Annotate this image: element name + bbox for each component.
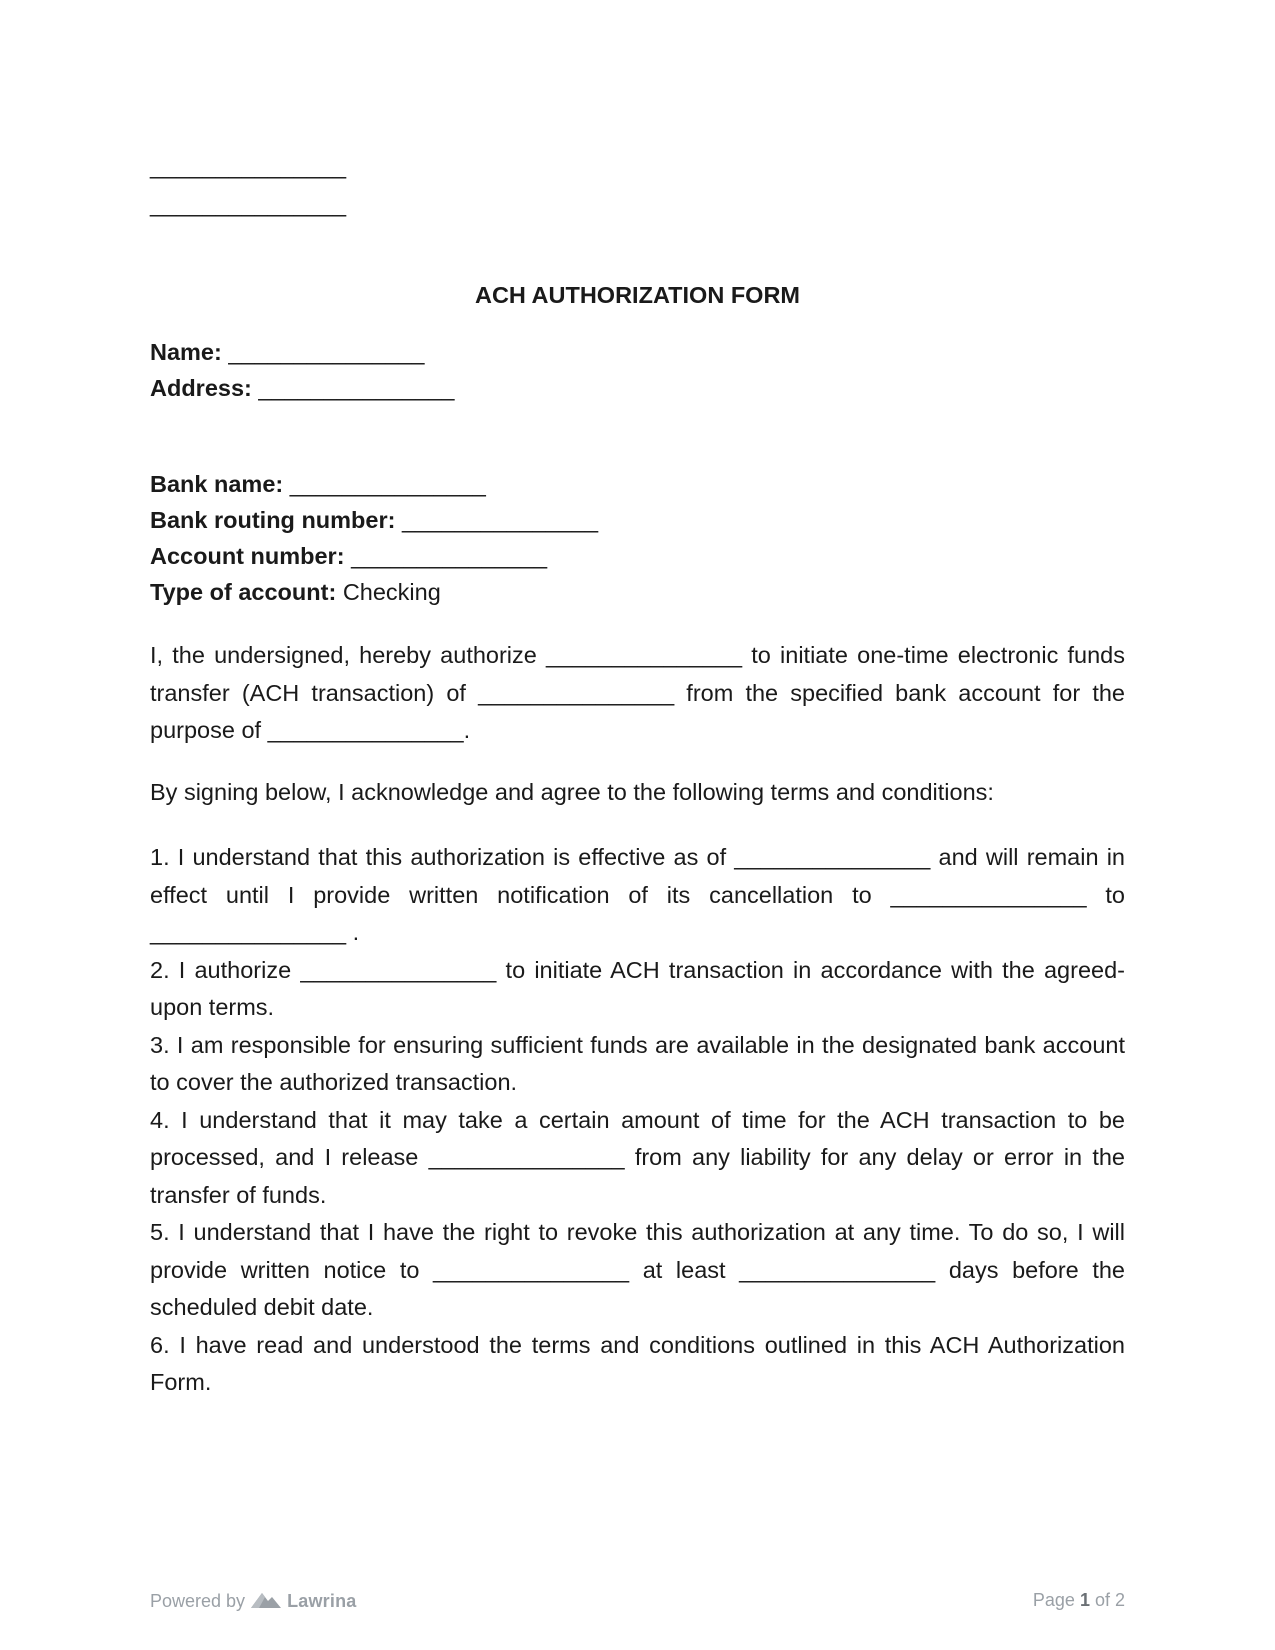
acknowledge-line: By signing below, I acknowledge and agree to the following terms and conditions: [150, 779, 994, 805]
routing-number-label: Bank routing number: [150, 507, 396, 533]
term-item-3: 3. I am responsible for ensuring sufficient funds are available in the designated bank account to cover the authorized transaction. [150, 1031, 1125, 1095]
address-field [150, 374, 454, 402]
bank-name-value: _______________ [289, 471, 486, 497]
account-number-label: Account number: [150, 543, 345, 569]
bank-name-label: Bank name: [150, 471, 284, 497]
page-current: 1 [1079, 1590, 1090, 1610]
account-type-field [150, 578, 441, 606]
document-title: ACH AUTHORIZATION FORM [474, 282, 801, 308]
header-blank-1: _______________ [150, 153, 347, 179]
account-number-field [150, 542, 547, 570]
term-item-1: 1. I understand that this authorization is effective as of _______________ and will remain in effect until I provide written notification of its cancellation to _______________ to _______________ . [150, 844, 1125, 945]
routing-number-value: _______________ [401, 507, 599, 533]
name-label: Name: [150, 339, 222, 365]
page-number [1033, 1590, 1125, 1611]
terms-list [150, 839, 1125, 1402]
term-item-6: 6. I have read and understood the terms and conditions outlined in this ACH Authorization Form. [150, 1331, 1125, 1395]
term-item-2: 2. I authorize _______________ to initiate ACH transaction in accordance with the agreed-upon terms. [150, 956, 1125, 1020]
address-value: _______________ [258, 375, 455, 401]
account-type-label: Type of account: [150, 579, 337, 605]
address-label: Address: [150, 375, 252, 401]
powered-by-footer [150, 1590, 356, 1613]
bank-name-field [150, 470, 486, 498]
mountain-logo-icon [251, 1590, 281, 1613]
name-field [150, 338, 424, 366]
account-number-value: _______________ [351, 543, 548, 569]
term-item-5: 5. I understand that I have the right to revoke this authorization at any time. To do so, I will provide written notice to _______________ at least _______________ days before the scheduled debit date. [150, 1219, 1125, 1320]
name-value: _______________ [228, 339, 425, 365]
authorization-paragraph: I, the undersigned, hereby authorize _______________ to initiate one-time electronic funds transfer (ACH transaction) of _______________ from the specified bank account for the purpose of _______________. [150, 642, 1125, 743]
brand-name: Lawrina [287, 1591, 357, 1611]
account-type-value: Checking [342, 579, 441, 605]
page-total: of 2 [1094, 1590, 1125, 1610]
term-item-4: 4. I understand that it may take a certain amount of time for the ACH transaction to be processed, and I release _______________ from any liability for any delay or error in the transfer of funds. [150, 1106, 1125, 1208]
page-prefix: Page [1032, 1590, 1075, 1610]
routing-number-field [150, 506, 598, 534]
header-blank-2: _______________ [150, 191, 347, 217]
powered-by-text: Powered by [150, 1591, 246, 1611]
